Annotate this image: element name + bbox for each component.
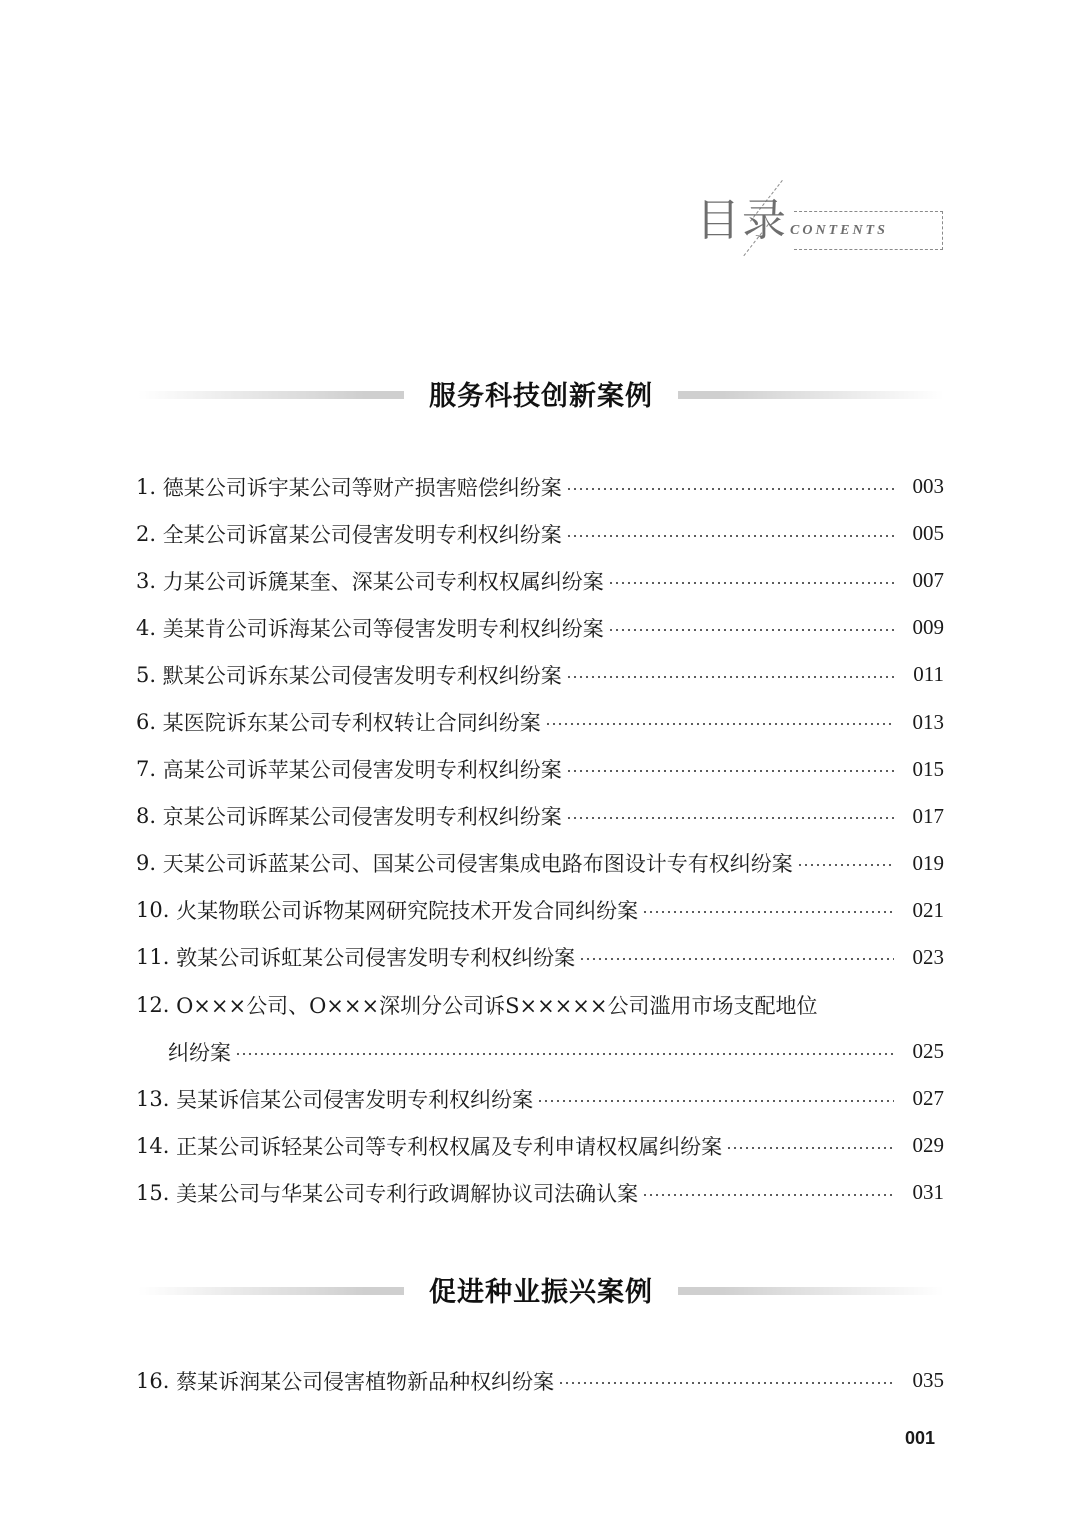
section-title: 促进种业振兴案例 xyxy=(429,1277,653,1308)
toc-entry[interactable] xyxy=(136,887,944,934)
entry-title: 默某公司诉东某公司侵害发明专利权纠纷案 xyxy=(162,663,562,688)
toc-entry-continuation[interactable] xyxy=(136,1028,944,1075)
entry-title: 力某公司诉篪某奎、深某公司专利权权属纠纷案 xyxy=(162,569,604,594)
entry-number: 16. xyxy=(136,1368,177,1393)
entry-title-continuation: 纠纷案 xyxy=(168,1040,231,1065)
dot-leader xyxy=(566,488,894,490)
entry-title: 某医院诉东某公司专利权转让合同纠纷案 xyxy=(162,711,541,736)
entry-title: 全某公司诉富某公司侵害发明专利权纠纷案 xyxy=(162,522,562,547)
heading-rule-right xyxy=(678,1287,944,1295)
entry-title: 天某公司诉蓝某公司、国某公司侵害集成电路布图设计专有权纠纷案 xyxy=(162,852,793,877)
dot-leader xyxy=(797,864,894,866)
toc-entry[interactable] xyxy=(136,510,944,557)
page-title: 目录 xyxy=(696,195,788,246)
entry-title: 正某公司诉轻某公司等专利权权属及专利申请权权属纠纷案 xyxy=(176,1134,723,1159)
heading-rule-left xyxy=(138,391,404,399)
entry-page: 019 xyxy=(912,850,944,875)
entry-title: 敦某公司诉虹某公司侵害发明专利权纠纷案 xyxy=(176,946,576,971)
entry-number: 13. xyxy=(136,1086,177,1111)
entry-title: 高某公司诉苹某公司侵害发明专利权纠纷案 xyxy=(162,758,562,783)
entry-number: 6. xyxy=(136,710,163,735)
entry-page: 015 xyxy=(912,756,944,781)
entry-number: 11. xyxy=(136,945,177,970)
dot-leader xyxy=(566,535,894,537)
entry-page: 031 xyxy=(912,1180,944,1205)
entry-page: 021 xyxy=(912,897,944,922)
entry-page: 025 xyxy=(912,1039,944,1064)
section-heading-tech xyxy=(138,372,944,416)
dot-leader xyxy=(537,1100,894,1102)
entry-title: 火某物联公司诉物某网研究院技术开发合同纠纷案 xyxy=(176,899,639,924)
entry-page: 023 xyxy=(912,944,944,969)
entry-page: 011 xyxy=(913,662,944,687)
entry-title: 吴某诉信某公司侵害发明专利权纠纷案 xyxy=(176,1087,534,1112)
toc-entry[interactable] xyxy=(136,1122,944,1169)
entry-title: 美某公司与华某公司专利行政调解协议司法确认案 xyxy=(176,1181,639,1206)
section-title: 服务科技创新案例 xyxy=(429,381,653,412)
dot-leader xyxy=(566,676,894,678)
entry-title: O×××公司、O×××深圳分公司诉S×××××公司滥用市场支配地位 xyxy=(176,993,818,1018)
entry-page: 029 xyxy=(912,1133,944,1158)
toc-entry[interactable] xyxy=(136,604,944,651)
entry-page: 035 xyxy=(912,1368,944,1393)
dot-leader xyxy=(235,1053,894,1055)
toc-list-seed xyxy=(136,1357,944,1404)
entry-number: 2. xyxy=(136,521,163,546)
dot-leader xyxy=(642,1194,894,1196)
entry-page: 005 xyxy=(912,521,944,546)
toc-entry[interactable] xyxy=(136,1169,944,1216)
entry-page: 009 xyxy=(912,615,944,640)
entry-title: 蔡某诉润某公司侵害植物新品种权纠纷案 xyxy=(176,1369,555,1394)
entry-number: 3. xyxy=(136,568,163,593)
toc-entry[interactable] xyxy=(136,463,944,510)
entry-number: 5. xyxy=(136,662,163,687)
entry-title: 京某公司诉晖某公司侵害发明专利权纠纷案 xyxy=(162,805,562,830)
toc-entry[interactable] xyxy=(136,557,944,604)
toc-entry[interactable] xyxy=(136,934,944,981)
entry-number: 9. xyxy=(136,851,163,876)
entry-number: 1. xyxy=(136,474,163,499)
page-number: 001 xyxy=(905,1428,936,1448)
entry-title: 德某公司诉宇某公司等财产损害赔偿纠纷案 xyxy=(162,475,562,500)
contents-header xyxy=(690,180,950,270)
heading-rule-right xyxy=(678,391,944,399)
entry-page: 017 xyxy=(912,803,944,828)
entry-number: 4. xyxy=(136,615,163,640)
entry-page: 003 xyxy=(912,474,944,499)
toc-list-tech xyxy=(136,463,944,1217)
toc-entry[interactable] xyxy=(136,1075,944,1122)
entry-title: 美某肯公司诉海某公司等侵害发明专利权纠纷案 xyxy=(162,616,604,641)
entry-page: 027 xyxy=(912,1086,944,1111)
dot-leader xyxy=(566,817,894,819)
toc-entry[interactable] xyxy=(136,981,944,1028)
entry-number: 14. xyxy=(136,1133,177,1158)
entry-number: 15. xyxy=(136,1180,177,1205)
entry-page: 007 xyxy=(912,568,944,593)
toc-entry[interactable] xyxy=(136,840,944,887)
toc-entry[interactable] xyxy=(136,651,944,698)
entry-number: 10. xyxy=(136,898,177,923)
dot-leader xyxy=(579,958,894,960)
dot-leader xyxy=(608,629,894,631)
dot-leader xyxy=(608,582,894,584)
toc-entry[interactable] xyxy=(136,793,944,840)
dot-leader xyxy=(545,723,894,725)
toc-entry[interactable] xyxy=(136,746,944,793)
dot-leader xyxy=(558,1382,894,1384)
section-heading-seed xyxy=(138,1268,944,1312)
toc-entry[interactable] xyxy=(136,1357,944,1404)
dot-leader xyxy=(726,1147,894,1149)
entry-page: 013 xyxy=(912,709,944,734)
entry-number: 8. xyxy=(136,804,163,829)
heading-rule-left xyxy=(138,1287,404,1295)
toc-entry[interactable] xyxy=(136,698,944,745)
dot-leader xyxy=(566,770,894,772)
entry-number: 7. xyxy=(136,757,163,782)
entry-number: 12. xyxy=(136,992,177,1017)
dot-leader xyxy=(642,911,894,913)
page-subtitle: CONTENTS xyxy=(790,223,888,238)
